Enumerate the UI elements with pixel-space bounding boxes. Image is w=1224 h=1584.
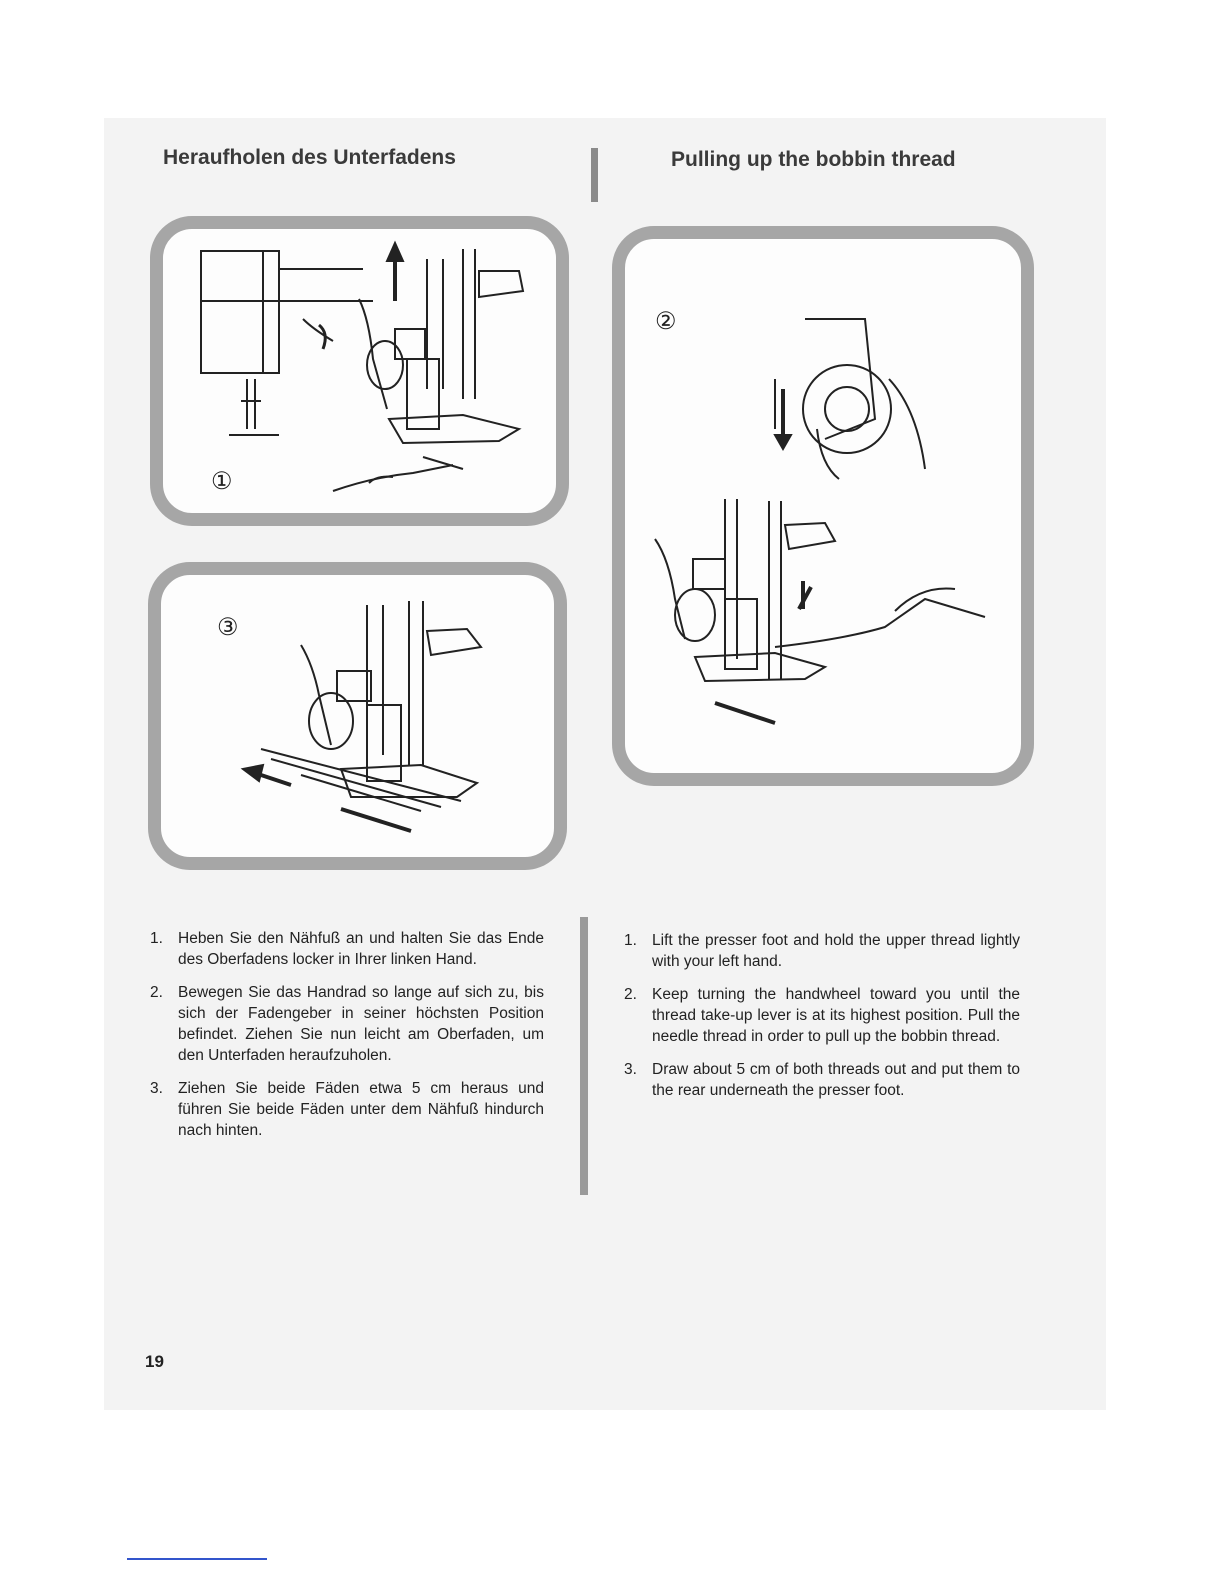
list-item (624, 984, 1020, 1047)
figure-1-panel (150, 216, 569, 526)
heading-english: Pulling up the bobbin thread (671, 148, 956, 171)
list-item (150, 1078, 544, 1141)
step-number: 2. (624, 986, 637, 1003)
step-text: Ziehen Sie beide Fäden etwa 5 cm heraus und führen Sie beide Fäden unter dem Nähfuß hindurch nach hinten. (178, 1080, 544, 1139)
step-number: 1. (624, 932, 637, 949)
list-item (150, 928, 544, 970)
list-item (624, 1059, 1020, 1101)
instructions-english (624, 930, 1020, 1113)
step-text: Heben Sie den Nähfuß an und halten Sie das Ende des Oberfadens locker in Ihrer linken Hand. (178, 930, 544, 968)
step-text: Draw about 5 cm of both threads out and put them to the rear underneath the presser foot. (652, 1061, 1020, 1099)
figure-2-panel (612, 226, 1034, 786)
figure-1-number: ① (211, 467, 233, 495)
step-number: 3. (150, 1080, 163, 1097)
step-text: Lift the presser foot and hold the upper thread lightly with your left hand. (652, 932, 1020, 970)
step-text: Keep turning the handwheel toward you until the thread take-up lever is at its highest position. Pull the needle thread in order to pull up the bobbin thread. (652, 986, 1020, 1045)
figure-2-illustration (625, 239, 1021, 773)
list-item (624, 930, 1020, 972)
footer-rule (127, 1558, 267, 1560)
step-number: 3. (624, 1061, 637, 1078)
column-divider-top (591, 148, 598, 202)
list-item (150, 982, 544, 1066)
instructions-german (150, 928, 544, 1153)
step-text: Bewegen Sie das Handrad so lange auf sich zu, bis sich der Fadengeber in seiner höchsten Position befindet. Ziehen Sie nun leicht am Oberfaden, um den Unterfaden heraufzuholen. (178, 984, 544, 1064)
step-number: 1. (150, 930, 163, 947)
step-number: 2. (150, 984, 163, 1001)
column-divider-bottom (580, 917, 588, 1195)
figure-2-number: ② (655, 307, 677, 335)
figure-3-panel (148, 562, 567, 870)
figure-3-number: ③ (217, 613, 239, 641)
page-number: 19 (145, 1352, 164, 1371)
heading-german: Heraufholen des Unterfadens (163, 146, 456, 169)
